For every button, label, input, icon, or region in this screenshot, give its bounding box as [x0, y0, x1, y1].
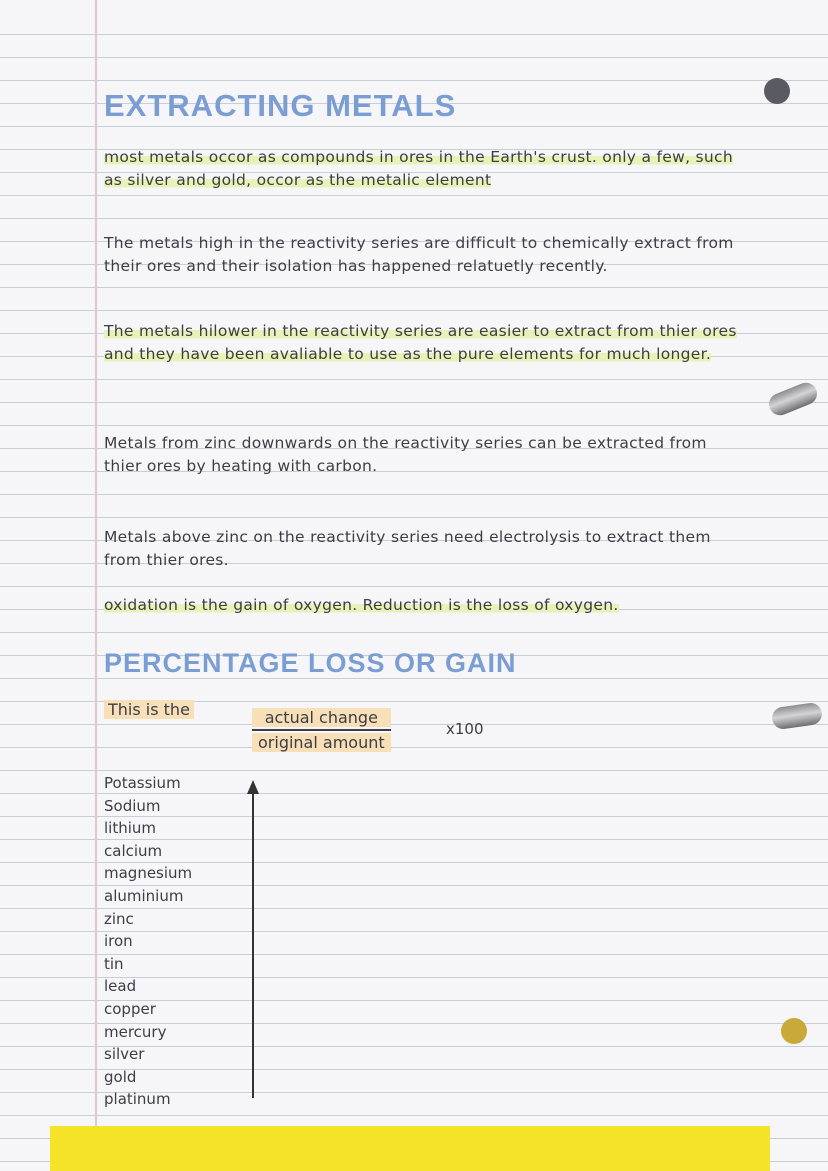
paragraph-oxidation-reduction-text: oxidation is the gain of oxygen. Reduction is the loss of oxygen.	[104, 596, 619, 614]
list-item: magnesium	[104, 864, 193, 883]
paragraph-high-reactivity	[104, 232, 744, 277]
paragraph-carbon-extraction-text: Metals from zinc downwards on the reactivity series can be extracted from thier ores by heating with carbon.	[104, 434, 707, 475]
section-heading-percentage: PERCENTAGE LOSS OR GAIN	[104, 648, 517, 678]
paragraph-electrolysis-text: Metals above zinc on the reactivity series need electrolysis to extract them from thier ores.	[104, 528, 711, 569]
list-item: Sodium	[104, 796, 161, 815]
paragraph-high-reactivity-text: The metals high in the reactivity series are difficult to chemically extract from their ores and their isolation has happened relatuetly recently.	[104, 234, 734, 275]
binder-ring-upper	[766, 379, 821, 418]
formula-fraction	[252, 708, 391, 752]
list-item: aluminium	[104, 886, 184, 905]
formula-multiplier: x100	[446, 720, 484, 738]
binder-ring-lower	[771, 702, 824, 731]
list-item: gold	[104, 1067, 137, 1086]
list-item: Potassium	[104, 774, 181, 792]
paragraph-electrolysis	[104, 526, 744, 571]
list-item: lithium	[104, 819, 157, 838]
yellow-divider-tab	[50, 1126, 770, 1171]
reactivity-arrow-up	[252, 784, 254, 1098]
paragraph-oxidation-reduction	[104, 594, 744, 617]
list-item: silver	[104, 1045, 145, 1064]
page-title: EXTRACTING METALS	[104, 88, 457, 123]
formula-denominator: original amount	[252, 733, 391, 752]
list-item: zinc	[104, 909, 134, 928]
paragraph-ores	[104, 146, 744, 191]
percentage-formula	[104, 700, 604, 764]
paragraph-low-reactivity	[104, 320, 744, 365]
list-item: lead	[104, 977, 137, 996]
reactivity-series-list	[104, 772, 192, 1111]
formula-numerator: actual change	[252, 708, 391, 727]
formula-label: This is the	[104, 700, 194, 719]
paragraph-low-reactivity-text: The metals hilower in the reactivity series are easier to extract from thier ores and they have been avaliable to use as the pure elements for much longer.	[104, 322, 737, 363]
list-item: copper	[104, 999, 156, 1018]
punch-hole-bottom	[781, 1018, 807, 1044]
margin-line	[95, 0, 97, 1171]
list-item: mercury	[104, 1022, 167, 1041]
punch-hole-top	[764, 78, 790, 104]
list-item: calcium	[104, 841, 163, 860]
paragraph-ores-text: most metals occor as compounds in ores in the Earth's crust. only a few, such as silver and gold, occor as the metalic element	[104, 148, 733, 189]
list-item: platinum	[104, 1090, 171, 1109]
fraction-bar	[252, 729, 391, 731]
list-item: tin	[104, 954, 124, 973]
list-item: iron	[104, 932, 133, 951]
paragraph-carbon-extraction	[104, 432, 744, 477]
